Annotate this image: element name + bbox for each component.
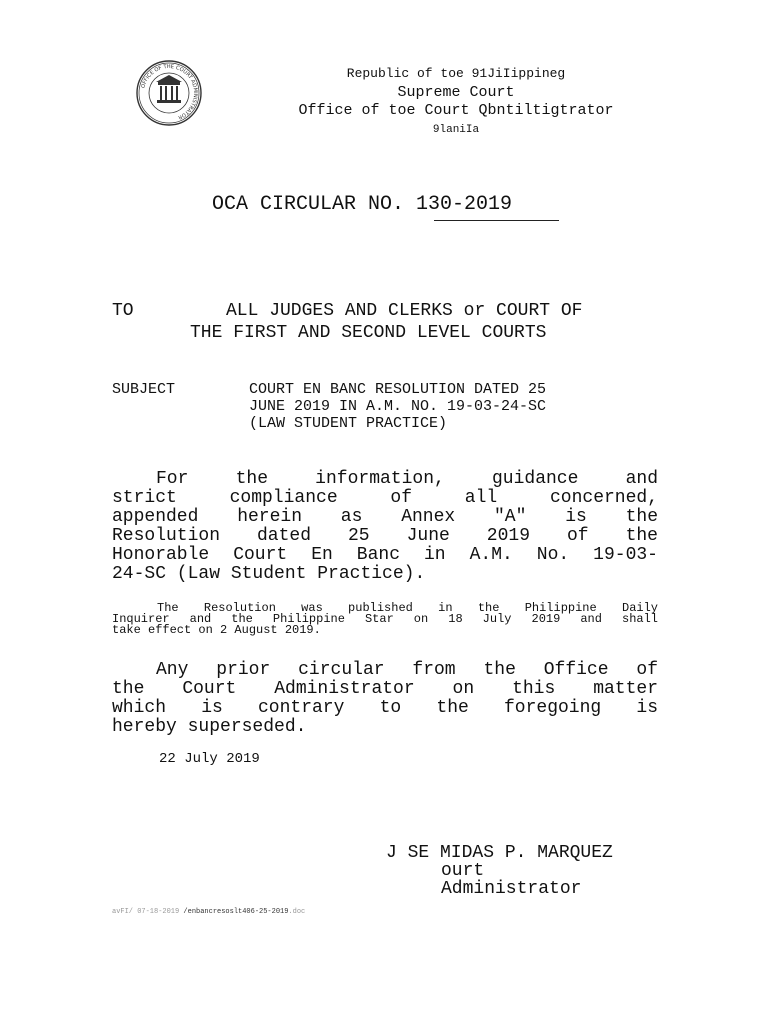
signatory-title-line-1: ourt [441, 861, 485, 881]
paragraph-line: appended herein as Annex "A" is the [112, 507, 658, 527]
circular-number-underline [434, 220, 559, 221]
subject-line-3: (LAW STUDENT PRACTICE) [249, 415, 448, 432]
republic-heading: Republic of toe 91JiIippineg [346, 66, 566, 81]
body-paragraph-3 [112, 661, 658, 737]
file-extension: .doc [288, 908, 306, 916]
file-initials: avFI/ 07-18-2019 [112, 908, 180, 916]
paragraph-line: which is contrary to the foregoing is [112, 698, 658, 718]
paragraph-line: Inquirer and the Philippine Star on 18 July 2019 and shall [112, 612, 658, 626]
paragraph-line: Any prior circular from the Office of [156, 660, 658, 680]
signatory-title-line-2: Administrator [441, 879, 582, 899]
to-label: TO [112, 301, 134, 321]
paragraph-line: 24-SC (Law Student Practice). [112, 564, 426, 584]
to-line-1: ALL JUDGES AND CLERKS or COURT OF [226, 301, 583, 321]
signatory-name: J SE MIDAS P. MARQUEZ [386, 843, 613, 863]
city-heading: 9laniIa [432, 124, 480, 136]
file-path: /enbancresoslt406-25-2019 [183, 908, 289, 916]
paragraph-line: take effect on 2 August 2019. [112, 623, 321, 637]
paragraph-line: The Resolution was published in the Philippine Daily [157, 601, 658, 615]
document-date: 22 July 2019 [159, 751, 260, 767]
file-reference [112, 908, 305, 916]
paragraph-line: Honorable Court En Banc in A.M. No. 19-03- [112, 545, 658, 565]
circular-title [212, 193, 512, 216]
paragraph-line: the Court Administrator on this matter [112, 679, 658, 699]
paragraph-line: Resolution dated 25 June 2019 of the [112, 526, 658, 546]
body-paragraph-2 [112, 603, 658, 636]
body-paragraph-1 [112, 470, 658, 584]
circular-number: 130-2019 [416, 193, 513, 216]
office-heading: Office of toe Court Qbntiltigtrator [298, 102, 614, 119]
paragraph-line: For the information, guidance and [156, 469, 658, 489]
subject-line-1: COURT EN BANC RESOLUTION DATED 25 [249, 381, 547, 398]
court-seal-icon [136, 60, 202, 126]
seal-ring-text: OFFICE OF THE COURT ADMINISTRATOR [140, 63, 199, 121]
to-line-2: THE FIRST AND SECOND LEVEL COURTS [190, 323, 547, 343]
subject-line-2: JUNE 2019 IN A.M. NO. 19-03-24-SC [249, 398, 547, 415]
supreme-court-heading: Supreme Court [397, 84, 515, 101]
subject-label: SUBJECT [112, 381, 176, 398]
circular-prefix: OCA CIRCULAR NO. [212, 193, 405, 216]
paragraph-line: strict compliance of all concerned, [112, 488, 658, 508]
paragraph-line: hereby superseded. [112, 717, 307, 737]
